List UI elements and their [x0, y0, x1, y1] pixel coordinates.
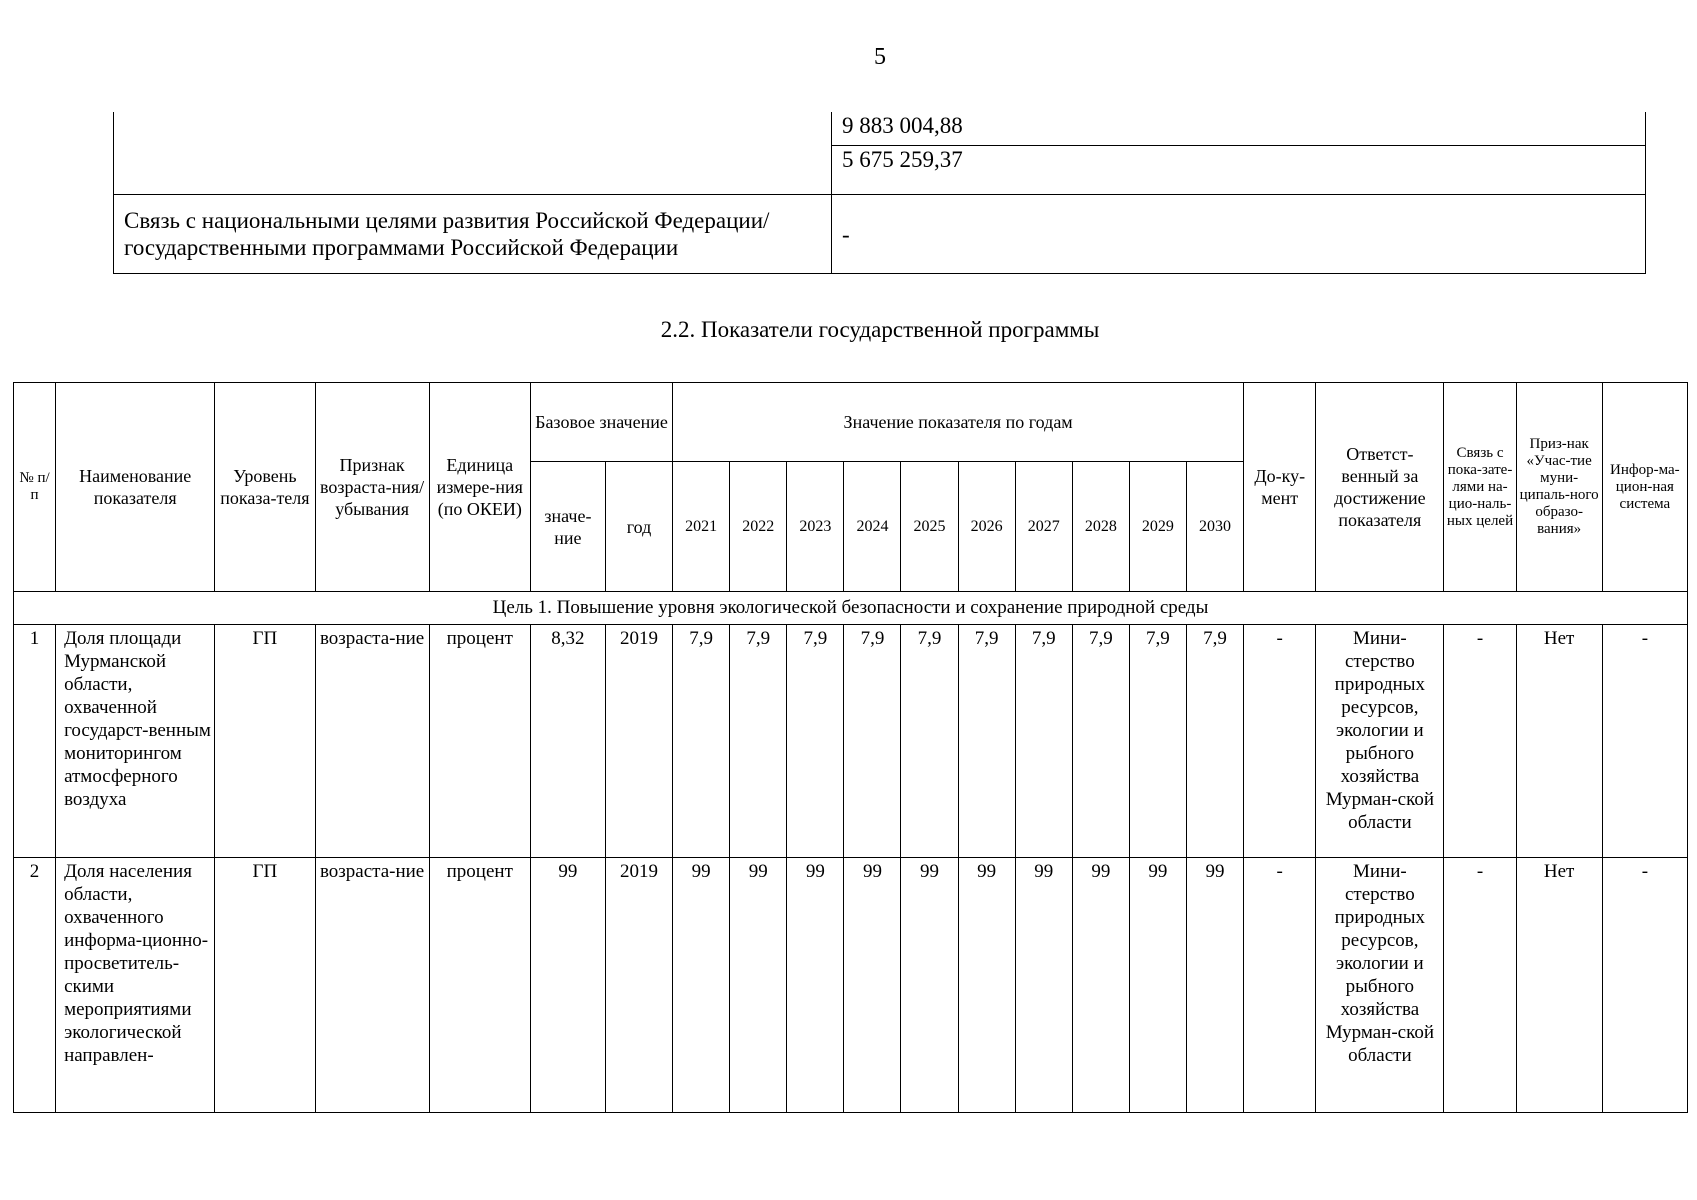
row-base-value: 8,32 [530, 625, 605, 858]
header-year: 2025 [901, 462, 958, 592]
row-link: - [1444, 858, 1516, 1113]
page-number: 5 [874, 44, 886, 70]
link-label-line1: Связь с национальными целями развития Российской Федерации/ [124, 208, 770, 233]
goal-1-title: Цель 1. Повышение уровня экологической безопасности и сохранение природной среды [14, 592, 1688, 625]
row-year-value: 7,9 [730, 625, 787, 858]
header-doc: До-ку-мент [1244, 383, 1316, 592]
header-name: Наименование показателя [56, 383, 215, 592]
row-year-value: 99 [730, 858, 787, 1113]
row-municipal: Нет [1516, 625, 1602, 858]
row-level: ГП [215, 625, 315, 858]
header-year: 2030 [1186, 462, 1243, 592]
header-year: 2021 [673, 462, 730, 592]
national-goals-link-value: - [832, 195, 1646, 274]
header-info: Инфор-ма-цион-ная система [1602, 383, 1687, 592]
table-row [14, 625, 1688, 858]
row-year-value: 99 [901, 858, 958, 1113]
row-sign: возраста-ние [315, 858, 429, 1113]
row-info: - [1602, 858, 1687, 1113]
row-year-value: 7,9 [901, 625, 958, 858]
national-goals-link-label [114, 195, 832, 274]
header-year: 2022 [730, 462, 787, 592]
link-label-line2: государственными программами Российской Федерации [124, 235, 679, 260]
table-row [14, 858, 1688, 1113]
row-base-value: 99 [530, 858, 605, 1113]
row-name: Доля площади Мурманской области, охваченной государст-венным мониторингом атмосферного воздуха [56, 625, 215, 858]
header-base: Базовое значение [530, 383, 672, 462]
row-doc: - [1244, 858, 1316, 1113]
row-year-value: 99 [1072, 858, 1129, 1113]
header-link: Связь с пока-зате-лями на-цио-наль-ных целей [1444, 383, 1516, 592]
row-year-value: 7,9 [673, 625, 730, 858]
row-link: - [1444, 625, 1516, 858]
header-year: 2024 [844, 462, 901, 592]
row-doc: - [1244, 625, 1316, 858]
header-level: Уровень показа-теля [215, 383, 315, 592]
header-municipal: Приз-нак «Учас-тие муни-ципаль-ного образо-вания» [1516, 383, 1602, 592]
header-base-year: год [605, 462, 672, 592]
row-unit: процент [429, 858, 530, 1113]
finance-empty-cell [114, 112, 832, 195]
row-name: Доля населения области, охваченного информа-ционно-просветитель-скими мероприятиями экологической направлен- [56, 858, 215, 1113]
row-year-value: 7,9 [844, 625, 901, 858]
header-sign: Признак возраста-ния/ убывания [315, 383, 429, 592]
header-unit: Единица измере-ния (по ОКЕИ) [429, 383, 530, 592]
header-year: 2027 [1015, 462, 1072, 592]
row-year-value: 99 [787, 858, 844, 1113]
goal-row [14, 592, 1688, 625]
header-year: 2023 [787, 462, 844, 592]
row-info: - [1602, 625, 1687, 858]
row-year-value: 99 [958, 858, 1015, 1113]
header-year: 2026 [958, 462, 1015, 592]
finance-value-2: 5 675 259,37 [832, 146, 1646, 195]
row-year-value: 7,9 [1015, 625, 1072, 858]
section-title: 2.2. Показатели государственной программы [660, 317, 1100, 342]
row-year-value: 7,9 [787, 625, 844, 858]
row-year-value: 7,9 [1186, 625, 1243, 858]
row-year-value: 99 [673, 858, 730, 1113]
row-year-value: 99 [1015, 858, 1072, 1113]
row-num: 2 [14, 858, 56, 1113]
indicators-table [13, 382, 1688, 1113]
header-year: 2028 [1072, 462, 1129, 592]
row-year-value: 7,9 [1072, 625, 1129, 858]
finance-value-1: 9 883 004,88 [832, 112, 1646, 146]
header-years-group: Значение показателя по годам [673, 383, 1244, 462]
header-base-value: значе-ние [530, 462, 605, 592]
row-base-year: 2019 [605, 858, 672, 1113]
header-num: № п/п [14, 383, 56, 592]
row-year-value: 7,9 [958, 625, 1015, 858]
row-base-year: 2019 [605, 625, 672, 858]
header-year: 2029 [1129, 462, 1186, 592]
row-year-value: 99 [844, 858, 901, 1113]
row-responsible: Мини-стерство природных ресурсов, экологии и рыбного хозяйства Мурман-ской области [1316, 625, 1444, 858]
row-unit: процент [429, 625, 530, 858]
row-level: ГП [215, 858, 315, 1113]
row-sign: возраста-ние [315, 625, 429, 858]
header-row-1 [14, 383, 1688, 462]
row-year-value: 99 [1186, 858, 1243, 1113]
row-num: 1 [14, 625, 56, 858]
row-responsible: Мини-стерство природных ресурсов, экологии и рыбного хозяйства Мурман-ской области [1316, 858, 1444, 1113]
row-year-value: 99 [1129, 858, 1186, 1113]
row-year-value: 7,9 [1129, 625, 1186, 858]
row-municipal: Нет [1516, 858, 1602, 1113]
header-responsible: Ответст-венный за достижение показателя [1316, 383, 1444, 592]
finance-table [113, 112, 1646, 274]
